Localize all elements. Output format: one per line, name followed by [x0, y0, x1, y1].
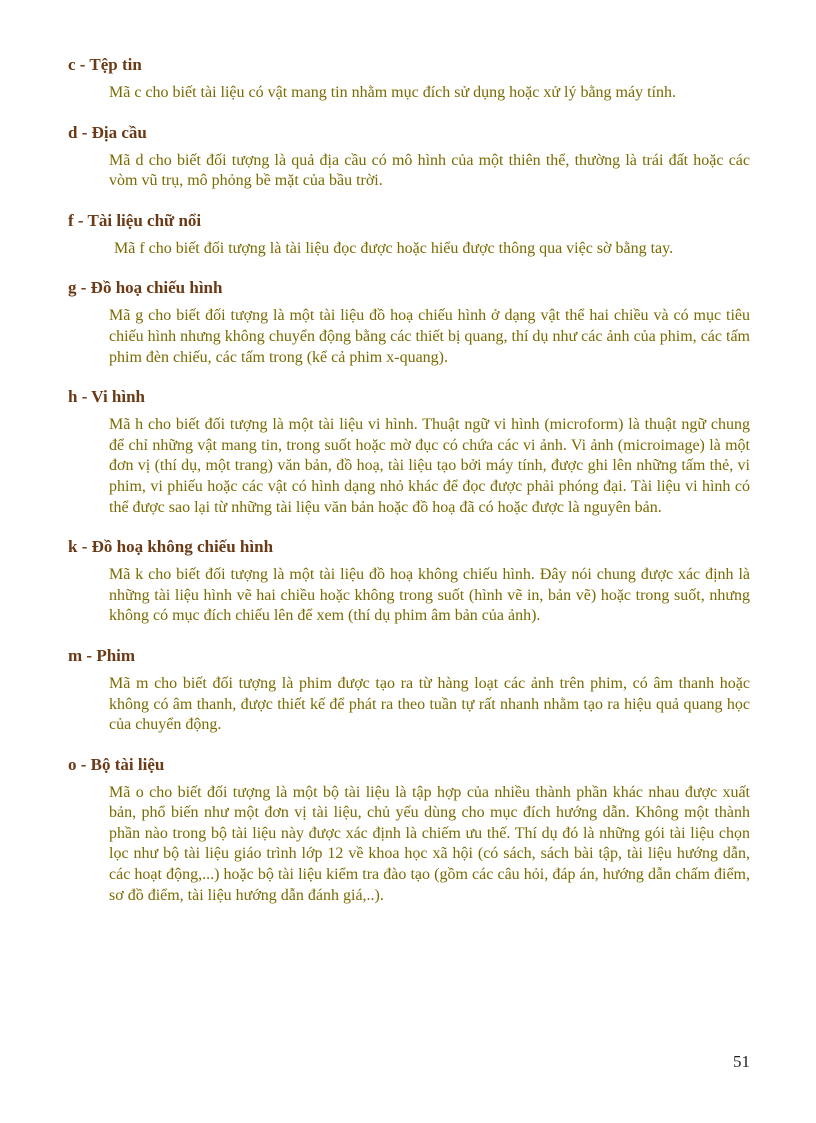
entry-description: Mã k cho biết đối tượng là một tài liệu đồ hoạ không chiếu hình. Đây nói chung được xác định là những tài liệu hình vẽ hai chiều hoặc không trong suốt (hình vẽ in, bản vẽ) hoặc trong suốt, nhưng không có mục đích chiếu lên để xem (thí dụ phim âm bản của ảnh).	[109, 566, 750, 625]
entry-h	[68, 386, 750, 518]
entry-d	[68, 122, 750, 192]
entry-m	[68, 645, 750, 736]
entry-description: Mã d cho biết đối tượng là quả địa cầu có mô hình của một thiên thể, thường là trái đất hoặc các vòm vũ trụ, mô phỏng bề mặt của bầu trời.	[109, 151, 750, 190]
entry-c	[68, 54, 750, 104]
entry-heading: d - Địa cầu	[68, 122, 147, 142]
entry-description: Mã m cho biết đối tượng là phim được tạo ra từ hàng loạt các ảnh trên phim, có âm thanh hoặc không có âm thanh, được thiết kế để phát ra theo tuần tự rất nhanh nhằm tạo ra hiệu quả quang học của chuyển động.	[109, 674, 750, 734]
entry-description: Mã g cho biết đối tượng là một tài liệu đồ hoạ chiếu hình ở dạng vật thể hai chiều và có mục tiêu chiếu hình nhưng không chuyển động bằng các thiết bị quang, thí dụ như các ảnh của phim, các tấm phim đèn chiếu, các tấm trong (kể cả phim x-quang).	[109, 307, 750, 366]
entry-description: Mã o cho biết đối tượng là một bộ tài liệu là tập hợp của nhiều thành phần khác nhau được xuất bản, phổ biến như một đơn vị tài liệu, chủ yếu dùng cho mục đích hướng dẫn. Không một thành phần nào trong bộ tài liệu này được xác định là chiếm ưu thế. Thí dụ đó là những gói tài liệu chọn lọc như bộ tài liệu giáo trình lớp 12 về khoa học xã hội (có sách, sách bài tập, tài liệu hướng dẫn, các hoạt động,...) hoặc bộ tài liệu kiểm tra đào tạo (gồm các câu hỏi, đáp án, hướng dẫn chấm điểm, sơ đồ điểm, tài liệu hướng dẫn đánh giá,..).	[109, 783, 750, 904]
page-number: 51	[733, 1052, 750, 1071]
entry-heading: k - Đồ hoạ không chiếu hình	[68, 537, 274, 557]
document-page	[68, 54, 750, 906]
entry-heading: h - Vi hình	[68, 387, 146, 407]
entry-heading: c - Tệp tin	[68, 55, 142, 74]
entry-heading: g - Đồ hoạ chiếu hình	[68, 278, 223, 298]
entry-g	[68, 277, 750, 368]
entry-description: Mã h cho biết đối tượng là một tài liệu vi hình. Thuật ngữ vi hình (microform) là thuật ngữ chung để chỉ những vật mang tin, trong suốt hoặc mờ đục có chứa các vi ảnh. Vi ảnh (microimage) là một đơn vị (thí dụ, một trang) văn bản, đồ hoạ, tài liệu tạo bởi máy tính, được ghi lên những tấm thẻ, vi phim, vi phiếu hoặc các vật có hình dạng nhỏ khác để đọc được phải phóng đại. Tài liệu vi hình có thể được sao lại từ những tài liệu văn bản hoặc đồ hoạ đã có hoặc được là nguyên bản.	[109, 416, 750, 516]
entry-o	[68, 754, 750, 907]
entry-description: Mã f cho biết đối tượng là tài liệu đọc được hoặc hiểu được thông qua việc sờ bằng tay.	[114, 239, 674, 257]
entry-description: Mã c cho biết tài liệu có vật mang tin nhằm mục đích sử dụng hoặc xử lý bằng máy tính.	[109, 84, 676, 101]
entry-heading: o - Bộ tài liệu	[68, 754, 165, 774]
entry-k	[68, 536, 750, 627]
entry-f	[68, 210, 750, 260]
entry-heading: m - Phim	[68, 645, 136, 665]
entry-heading: f - Tài liệu chữ nổi	[68, 210, 202, 230]
